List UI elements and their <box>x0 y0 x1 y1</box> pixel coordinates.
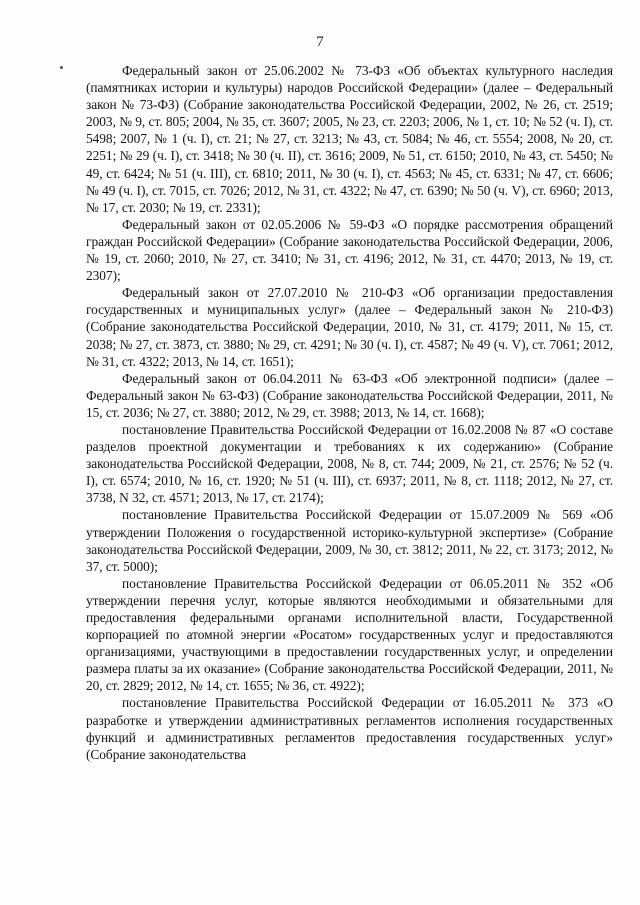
paragraph-resolution-373: постановление Правительства Российской Федерации от 16.05.2011 № 373 «О разработке и утверждении административных регламентов исполнения государственных функций и административных регламентов предоставления государственных услуг» (Собрание законодательства <box>86 695 613 762</box>
document-body <box>86 62 613 763</box>
paragraph-fz-210: Федеральный закон от 27.07.2010 № 210-ФЗ «Об организации предоставления государственных и муниципальных услуг» (далее – Федеральный закон № 210-ФЗ) (Собрание законодательства Российской Федерации, 2010, № 31, ст. 4179; 2011, № 15, ст. 2038; № 27, ст. 3873, ст. 3880; № 29, ст. 4291; № 30 (ч. I), ст. 4587; № 49 (ч. V), ст. 7061; 2012, № 31, ст. 4322; 2013, № 14, ст. 1651); <box>86 285 613 369</box>
paragraph-fz-59: Федеральный закон от 02.05.2006 № 59-ФЗ «О порядке рассмотрения обращений граждан Российской Федерации» (Собрание законодательства Российской Федерации, 2006, № 19, ст. 2060; 2010, № 27, ст. 3410; № 31, ст. 4196; 2012, № 31, ст. 4470; 2013, № 19, ст. 2307); <box>86 216 613 284</box>
paragraph-resolution-87: постановление Правительства Российской Федерации от 16.02.2008 № 87 «О составе разделов проектной документации и требованиях к их содержанию» (Собрание законодательства Российской Федерации, 2008, № 8, ст. 744; 2009, № 21, ст. 2576; № 52 (ч. I), ст. 6574; 2010, № 16, ст. 1920; № 51 (ч. III), ст. 6937; 2011, № 8, ст. 1118; 2012, № 27, ст. 3738, N 32, ст. 4571; 2013, № 17, ст. 2174); <box>86 421 613 506</box>
paragraph-fz-73: Федеральный закон от 25.06.2002 № 73-ФЗ «Об объектах культурного наследия (памятниках истории и культуры) народов Российской Федерации» (далее – Федеральный закон № 73-ФЗ) (Собрание законодательства Российской Федерации, 2002, № 26, ст. 2519; 2003, № 9, ст. 805; 2004, № 35, ст. 3607; 2005, № 23, ст. 2203; 2006, № 1, ст. 10; № 52 (ч. I), ст. 5498; 2007, № 1 (ч. I), ст. 21; № 27, ст. 3213; № 43, ст. 5084; № 46, ст. 5554; 2008, № 20, ст. 2251; № 29 (ч. I), ст. 3418; № 30 (ч. II), ст. 3616; 2009, № 51, ст. 6150; 2010, № 43, ст. 5450; № 49, ст. 6424; № 51 (ч. III), ст. 6810; 2011, № 30 (ч. I), ст. 4563; № 45, ст. 6331; № 47, ст. 6606; № 49 (ч. I), ст. 7015, ст. 7026; 2012, № 31, ст. 4322; № 47, ст. 6390; № 50 (ч. V), ст. 6960; 2013, № 17, ст. 2030; № 19, ст. 2331); <box>86 63 613 215</box>
paragraph-resolution-569: постановление Правительства Российской Федерации от 15.07.2009 № 569 «Об утверждении Положения о государственной историко-культурной экспертизе» (Собрание законодательства Российской Федерации, 2009, № 30, ст. 3812; 2011, № 22, ст. 3173; 2012, № 37, ст. 5000); <box>86 507 613 574</box>
paragraph-fz-63: Федеральный закон от 06.04.2011 № 63-ФЗ «Об электронной подписи» (далее – Федеральный закон № 63-ФЗ) (Собрание законодательства Российской Федерации, 2011, № 15, ст. 2036; № 27, ст. 3880; 2012, № 29, ст. 3988; 2013, № 14, ст. 1668); <box>86 370 613 420</box>
paragraph-resolution-352: постановление Правительства Российской Федерации от 06.05.2011 № 352 «Об утверждении перечня услуг, которые являются необходимыми и обязательными для предоставления федеральными органами исполнительной власти, Государственной корпорацией по атомной энергии «Росатом» государственных услуг и предоставляются организациями, участвующими в предоставлении государственных услуг, и определении размера платы за их оказание» (Собрание законодательства Российской Федерации, 2011, № 20, ст. 2829; 2012, № 14, ст. 1655; № 36, ст. 4922); <box>86 575 613 694</box>
scan-speck <box>60 66 63 69</box>
page-number: 7 <box>316 34 324 50</box>
